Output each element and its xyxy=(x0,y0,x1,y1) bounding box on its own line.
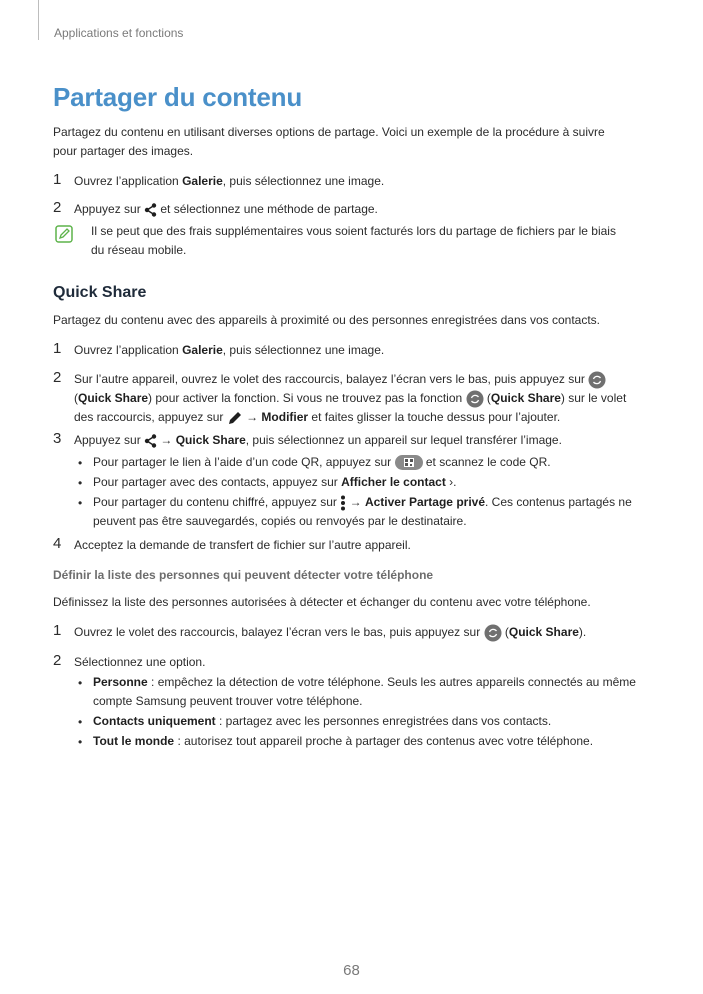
step-text: Appuyez sur et sélectionnez une méthode de partage. xyxy=(74,202,378,216)
step-number: 1 xyxy=(53,622,62,639)
subsection-heading-visibility: Définir la liste des personnes qui peuvent détecter votre téléphone xyxy=(53,568,434,582)
visibility-intro: Définissez la liste des personnes autorisées à détecter et échanger du contenu avec votre téléphone. xyxy=(53,595,591,609)
share-icon xyxy=(144,434,157,448)
quick-share-icon xyxy=(588,371,606,389)
bullet-text: Pour partager du contenu chiffré, appuyez sur → Activer Partage privé. Ces contenus partagés ne peuvent pas être sauvegardés, copiés ou renvoyés par le destinataire. xyxy=(93,495,632,528)
bullet-text: Contacts uniquement : partagez avec les personnes enregistrées dans vos contacts. xyxy=(93,714,552,728)
edit-pencil-icon xyxy=(227,410,243,426)
step-number: 1 xyxy=(53,171,62,188)
note-icon xyxy=(55,225,73,243)
bullet-text: Pour partager le lien à l’aide d’un code QR, appuyez sur et scannez le code QR. xyxy=(93,455,551,469)
qr-code-icon xyxy=(395,455,423,470)
intro-paragraph: Partagez du contenu en utilisant diverses options de partage. Voici un exemple de la procédure à suivre pour partager des images. xyxy=(53,125,605,158)
step-number: 1 xyxy=(53,340,62,357)
step-text: Sélectionnez une option. xyxy=(74,655,206,669)
page-number: 68 xyxy=(343,962,360,979)
step-text: Ouvrez l’application Galerie, puis sélectionnez une image. xyxy=(74,174,385,188)
running-header: Applications et fonctions xyxy=(54,26,184,40)
step-text: Ouvrez l’application Galerie, puis sélectionnez une image. xyxy=(74,343,385,357)
quick-share-intro: Partagez du contenu avec des appareils à proximité ou des personnes enregistrées dans vos contacts. xyxy=(53,313,600,327)
section-heading-quick-share: Quick Share xyxy=(53,284,147,301)
bullet-mark: • xyxy=(78,715,83,729)
bullet-text: Pour partager avec des contacts, appuyez sur Afficher le contact ›. xyxy=(93,475,457,489)
bullet-text: Tout le monde : autorisez tout appareil proche à partager des contenus avec votre téléphone. xyxy=(93,734,594,748)
step-text: Ouvrez le volet des raccourcis, balayez l’écran vers le bas, puis appuyez sur (Quick Share). xyxy=(74,623,586,642)
step-number: 2 xyxy=(53,369,62,386)
step-text: Sur l’autre appareil, ouvrez le volet des raccourcis, balayez l’écran vers le bas, puis appuyez sur (Quick Share) pour activer la fonction. Si vous ne trouvez pas la fonction (Quick Share) sur le volet des raccourcis, appuyez sur → Modifier et faites glisser la touche dessus pour l’ajouter. xyxy=(74,372,627,424)
step-number: 4 xyxy=(53,535,62,552)
share-icon xyxy=(144,203,157,217)
bullet-mark: • xyxy=(78,735,83,749)
step-text: Appuyez sur → Quick Share, puis sélectionnez un appareil sur lequel transférer l’image. xyxy=(74,433,562,447)
step-text: Acceptez la demande de transfert de fichier sur l’autre appareil. xyxy=(74,538,411,552)
bullet-text: Personne : empêchez la détection de votre téléphone. Seuls les autres appareils connectés au même compte Samsung peuvent trouver votre téléphone. xyxy=(93,675,636,708)
bullet-mark: • xyxy=(78,496,83,510)
margin-rule xyxy=(38,0,39,40)
step-number: 3 xyxy=(53,430,62,447)
quick-share-icon xyxy=(484,624,502,642)
bullet-mark: • xyxy=(78,676,83,690)
step-number: 2 xyxy=(53,199,62,216)
note-text: Il se peut que des frais supplémentaires vous soient facturés lors du partage de fichiers par le biais du réseau mobile. xyxy=(91,224,616,257)
bullet-mark: • xyxy=(78,476,83,490)
bullet-mark: • xyxy=(78,456,83,470)
step-number: 2 xyxy=(53,652,62,669)
page-title: Partager du contenu xyxy=(53,82,303,112)
quick-share-icon xyxy=(466,390,484,408)
